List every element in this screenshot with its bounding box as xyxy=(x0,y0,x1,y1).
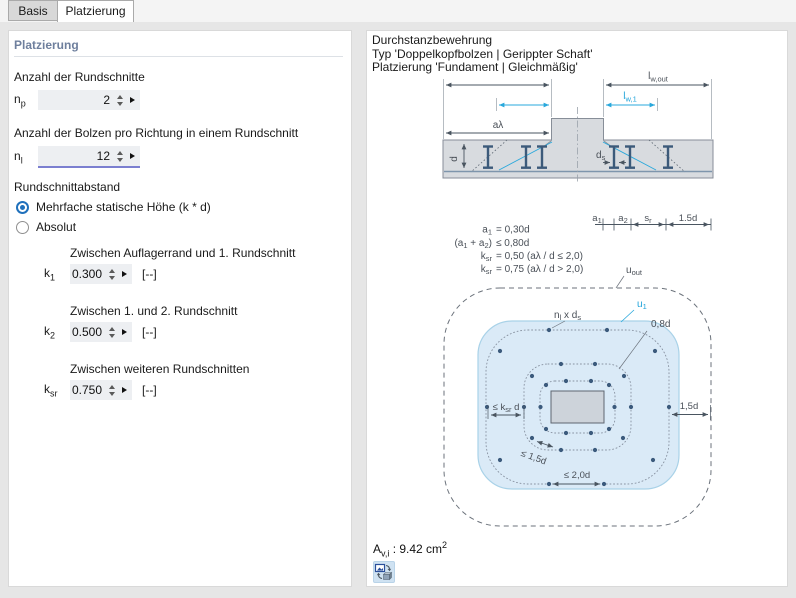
ksr-unit: [--] xyxy=(142,383,157,397)
spinner-down-icon[interactable] xyxy=(117,158,123,162)
k1-label: Zwischen Auflagerrand und 1. Rundschnitt xyxy=(70,246,296,260)
nl-value[interactable]: 12 xyxy=(96,149,110,163)
radio-row-absolut xyxy=(14,220,343,234)
strip-label-15d: 1.5d xyxy=(678,213,698,224)
ksr-spinner[interactable] xyxy=(105,385,119,396)
label-nl-x-ds: $n_l$ x $d_s$ xyxy=(554,310,582,322)
result-area-value: $A_{v,i}$ : 9.42 $cm^2$ xyxy=(373,540,448,559)
label-lw-out: $l_{w,out}$ xyxy=(648,71,668,84)
preview-panel xyxy=(366,30,788,587)
spinner-up-icon[interactable] xyxy=(109,327,115,331)
column-plan xyxy=(551,391,604,423)
label-15d-plan: 1,5d xyxy=(679,401,699,412)
spinner-down-icon[interactable] xyxy=(109,276,115,280)
radio-multiple-static-height[interactable] xyxy=(16,201,29,214)
nl-label: Anzahl der Bolzen pro Richtung in einem Rundschnitt xyxy=(14,126,299,140)
label-ksr-d: ≤ $k_{sr}$ d xyxy=(492,402,520,414)
strip-label-a1: $a_1$ xyxy=(592,213,602,225)
ksr-input[interactable] xyxy=(70,380,132,400)
label-d: d xyxy=(449,156,460,162)
formula-block xyxy=(454,225,583,277)
spinner-up-icon[interactable] xyxy=(117,151,123,155)
section-divider xyxy=(14,56,343,57)
k1-input[interactable] xyxy=(70,264,132,284)
k2-value[interactable]: 0.500 xyxy=(71,325,102,339)
k2-row xyxy=(14,322,343,342)
strip-label-a2: $a_2$ xyxy=(618,213,628,225)
k2-input[interactable] xyxy=(70,322,132,342)
placement-settings-panel xyxy=(8,30,352,587)
k2-symbol: $k_2$ xyxy=(44,323,56,341)
spinner-down-icon[interactable] xyxy=(117,102,123,106)
np-row xyxy=(14,90,343,110)
k2-spinner[interactable] xyxy=(105,327,119,338)
formula-a1a2: $(a_1 + a_2)$ xyxy=(454,238,492,250)
radio-absolut[interactable] xyxy=(16,221,29,234)
label-a-lambda: aλ xyxy=(492,120,504,131)
nl-spinner[interactable] xyxy=(113,151,127,162)
ksr-symbol: $k_{sr}$ xyxy=(44,381,58,399)
nl-row xyxy=(14,146,343,168)
section-title: Platzierung xyxy=(14,38,79,52)
spinner-down-icon[interactable] xyxy=(109,392,115,396)
radio-kd-label: Mehrfache statische Höhe (k * d) xyxy=(36,200,211,214)
label-20d: ≤ 2,0d xyxy=(563,470,591,481)
spacing-strip xyxy=(592,213,711,231)
formula-ksr2-rhs: = 0,75 (aλ / d > 2,0) xyxy=(496,264,584,275)
ksr-value[interactable]: 0.750 xyxy=(71,383,102,397)
tab-bar xyxy=(0,0,796,22)
label-15d-diagonal: ≤ 1,5d xyxy=(519,448,548,468)
np-spinner[interactable] xyxy=(113,95,127,106)
picture-refresh-cube-icon xyxy=(374,562,394,582)
placement-diagram xyxy=(368,71,786,539)
tab-basis[interactable]: Basis xyxy=(8,0,58,21)
label-ds: $d_s$ xyxy=(596,150,606,162)
label-u-out: $u_{out}$ xyxy=(626,265,642,277)
np-symbol: $n_p$ xyxy=(14,91,26,109)
ksr-label: Zwischen weiteren Rundschnitten xyxy=(70,362,250,376)
preview-title-line2: Typ 'Doppelkopfbolzen | Gerippter Schaft' xyxy=(372,46,593,61)
label-08d: 0,8d xyxy=(651,319,671,330)
spinner-down-icon[interactable] xyxy=(109,334,115,338)
k1-value[interactable]: 0.300 xyxy=(71,267,102,281)
spinner-up-icon[interactable] xyxy=(117,95,123,99)
spacing-label: Rundschnittabstand xyxy=(14,180,121,194)
ksr-flyout-arrow-icon[interactable] xyxy=(122,387,127,393)
label-u1: $u_1$ xyxy=(637,299,647,311)
spinner-up-icon[interactable] xyxy=(109,269,115,273)
radio-row-kd xyxy=(14,200,343,214)
k2-unit: [--] xyxy=(142,325,157,339)
spinner-up-icon[interactable] xyxy=(109,385,115,389)
k1-row xyxy=(14,264,343,284)
cross-section-diagram xyxy=(443,71,713,184)
formula-a1-rhs: = 0,30d xyxy=(496,224,530,236)
np-flyout-arrow-icon[interactable] xyxy=(130,97,135,103)
formula-ksr1: $k_{sr}$ xyxy=(480,251,492,263)
strip-label-sr: $s_r$ xyxy=(644,213,652,225)
preview-title-line1: Durchstanzbewehrung xyxy=(372,33,493,47)
formula-a1: $a_1$ xyxy=(482,224,492,237)
k2-label: Zwischen 1. und 2. Rundschnitt xyxy=(70,304,238,318)
k1-spinner[interactable] xyxy=(105,269,119,280)
nl-input[interactable] xyxy=(38,146,140,168)
graphic-toggle-button[interactable] xyxy=(373,561,395,583)
ksr-row xyxy=(14,380,343,400)
plan-view-diagram xyxy=(444,265,711,526)
formula-a1a2-rhs: ≤ 0,80d xyxy=(496,238,530,249)
radio-absolut-label: Absolut xyxy=(36,220,77,234)
label-lw-1: $l_{w,1}$ xyxy=(623,91,637,104)
preview-title xyxy=(372,34,787,75)
tab-platzierung[interactable]: Platzierung xyxy=(57,0,134,22)
formula-ksr1-rhs: = 0,50 (aλ / d ≤ 2,0) xyxy=(496,251,583,262)
nl-symbol: $n_l$ xyxy=(14,148,23,166)
np-label: Anzahl der Rundschnitte xyxy=(14,70,145,84)
nl-flyout-arrow-icon[interactable] xyxy=(130,153,135,159)
k1-symbol: $k_1$ xyxy=(44,265,56,283)
preview-title-line3: Platzierung 'Fundament | Gleichmäßig' xyxy=(372,60,578,74)
np-input[interactable] xyxy=(38,90,140,110)
formula-ksr2: $k_{sr}$ xyxy=(480,264,492,276)
k1-flyout-arrow-icon[interactable] xyxy=(122,271,127,277)
np-value[interactable]: 2 xyxy=(103,93,110,107)
k2-flyout-arrow-icon[interactable] xyxy=(122,329,127,335)
k1-unit: [--] xyxy=(142,267,157,281)
